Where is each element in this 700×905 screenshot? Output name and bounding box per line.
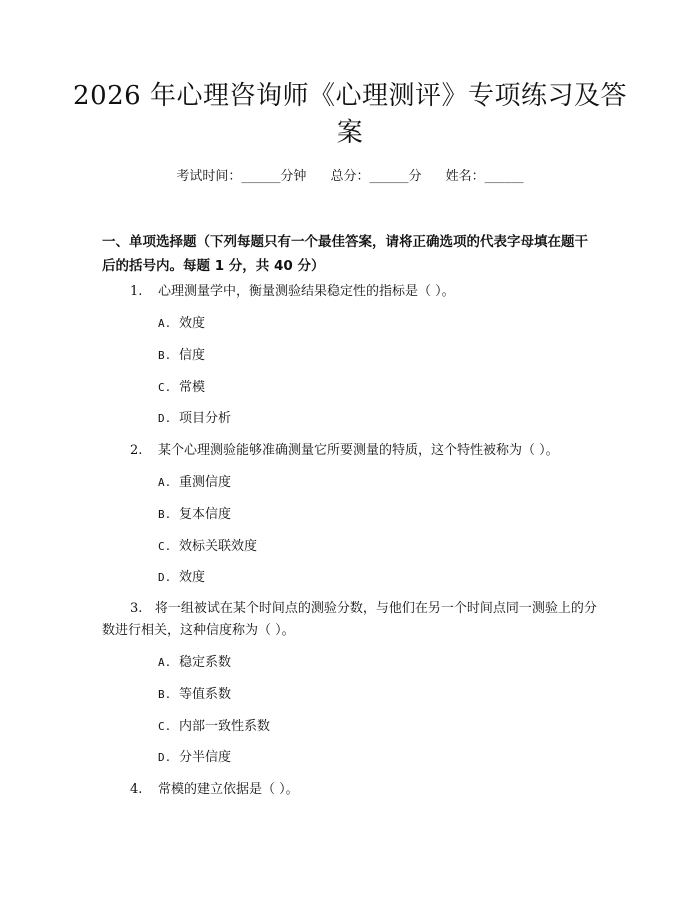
option-3c: [158, 718, 270, 736]
option-text: 等值系数: [179, 687, 232, 702]
option-3a: [158, 654, 231, 672]
question-text: 常模的建立依据是（ ）。: [158, 782, 299, 797]
option-letter: D.: [158, 412, 172, 425]
option-text: 复本信度: [179, 507, 232, 522]
option-letter: A.: [158, 317, 172, 330]
question-text: 某个心理测验能够准确测量它所要测量的特质，这个特性被称为（ ）。: [158, 443, 559, 458]
option-3b: [158, 686, 231, 704]
question-1: [102, 282, 600, 302]
option-1b: [158, 347, 205, 365]
option-text: 项目分析: [179, 411, 232, 426]
option-letter: A.: [158, 476, 172, 489]
option-letter: B.: [158, 688, 172, 701]
exam-time-field: 考试时间：______分钟: [176, 169, 307, 184]
question-4: [102, 780, 600, 800]
option-letter: D.: [158, 751, 172, 764]
question-number: 3.: [130, 601, 143, 616]
option-text: 效度: [179, 570, 206, 585]
exam-meta: [0, 168, 700, 186]
name-field: 姓名：______: [445, 169, 524, 184]
total-score-field: 总分：______分: [330, 169, 422, 184]
option-text: 效度: [179, 316, 206, 331]
option-text: 重测信度: [179, 475, 232, 490]
option-1c: [158, 379, 205, 397]
option-2a: [158, 474, 231, 492]
option-text: 稳定系数: [179, 655, 232, 670]
option-text: 常模: [179, 380, 206, 395]
option-text: 内部一致性系数: [179, 719, 271, 734]
question-2: [102, 441, 600, 461]
option-letter: D.: [158, 571, 172, 584]
option-letter: B.: [158, 508, 172, 521]
question-text: 心理测量学中，衡量测验结果稳定性的指标是（ ）。: [158, 284, 455, 299]
section-heading: 一、单项选择题（下列每题只有一个最佳答案，请将正确选项的代表字母填在题干后的括号内。每题 1 分，共 40 分）: [102, 234, 588, 274]
option-2d: [158, 569, 205, 587]
document-title: 2026 年心理咨询师《心理测评》专项练习及答案: [73, 81, 627, 148]
option-letter: C.: [158, 720, 172, 733]
option-letter: C.: [158, 381, 172, 394]
option-1a: [158, 315, 205, 333]
option-1d: [158, 410, 231, 428]
question-number: 1.: [130, 284, 143, 299]
question-3: [102, 598, 600, 642]
option-2c: [158, 538, 257, 556]
option-3d: [158, 749, 231, 767]
option-2b: [158, 506, 231, 524]
option-letter: B.: [158, 349, 172, 362]
option-letter: C.: [158, 540, 172, 553]
option-text: 信度: [179, 348, 206, 363]
question-number: 4.: [130, 782, 143, 797]
question-number: 2.: [130, 443, 143, 458]
option-letter: A.: [158, 656, 172, 669]
option-text: 分半信度: [179, 750, 232, 765]
question-text: 将一组被试在某个时间点的测验分数，与他们在另一个时间点同一测验上的分数进行相关，这种信度称为（ ）。: [102, 601, 597, 638]
option-text: 效标关联效度: [179, 539, 258, 554]
